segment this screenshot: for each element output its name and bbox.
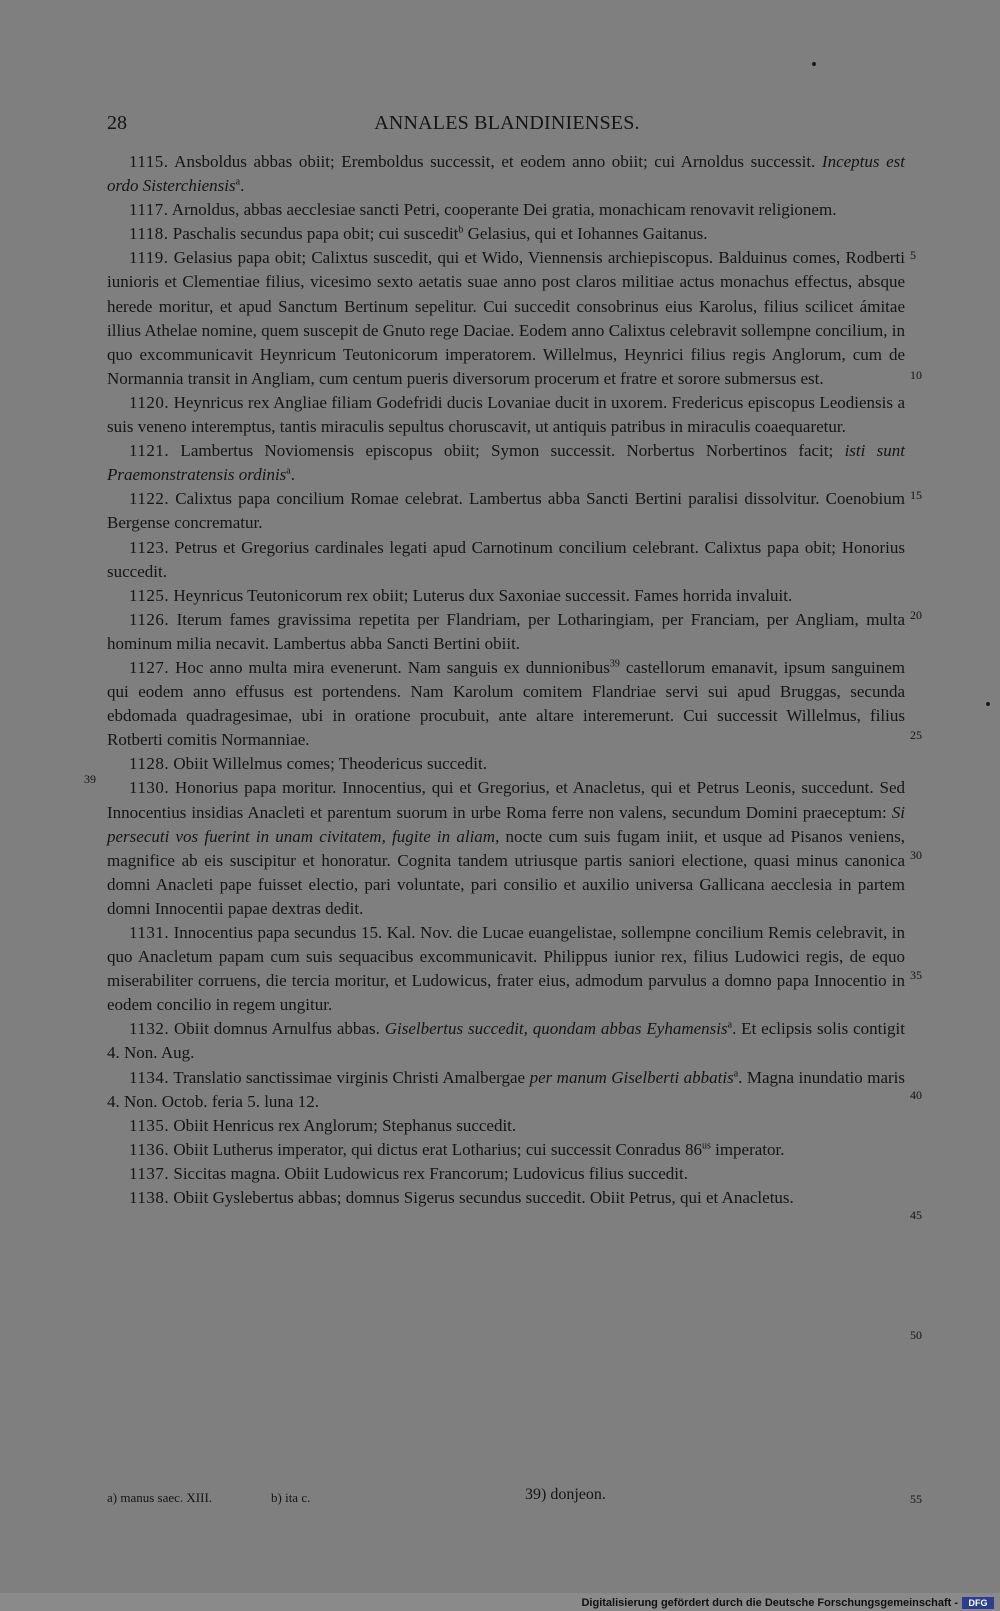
entry-year: 1126. [129,609,170,629]
entry-year: 1136. [129,1139,170,1159]
footnote-marker: a [235,176,241,188]
footnote-marker: us [701,1140,711,1152]
entry-text: . Et eclipsis solis contigit 4. Non. Aug. [107,1019,905,1063]
annal-entry [107,1066,905,1114]
dfg-logo: DFG [962,1597,994,1609]
entry-text: Paschalis secundus papa obit; cui suscedit [168,224,459,244]
annal-entry [107,1186,905,1210]
entry-text: Heynricus rex Angliae filiam Godefridi ducis Lovaniae ducit in uxorem. Fredericus episcopus Leodiensis a suis veneno interemptus, tantis miraculis sepultus choruscavit, ut antiquis patribus in miraculis coaequaretur. [107,392,905,437]
line-number: 40 [910,1088,922,1102]
scan-speck [812,62,816,66]
line-number: 25 [910,728,922,742]
entry-text: Obiit Willelmus comes; Theodericus succedit. [169,754,487,774]
annal-entry [107,608,905,656]
annal-entry [107,487,905,535]
entry-text: Gelasius papa obit; Calixtus suscedit, qui et Wido, Viennensis archiepiscopus. Balduinus comes, Rodberti iunioris et Clementiae filius, vicesimo sexto aetatis suae anno post claros militiae actus monachus effectus, absque herede moritur, et apud Sanctum Bertinum sepelitur. Cui succedit consobrinus eius Karolus, filius scilicet ámitae illius Athelae nomine, quem suscepit de Gnuto rege Daciae. Eodem anno Calixtus celebravit sollempne concilium, in quo excommunicavit Heynricum Teutonicorum imperatorem. Willelmus, Heynrici filius regis Anglorum, cum de Normannia transit in Angliam, cum centum pueris diversorum procerum et fratre et sorore submersus est. [107,248,905,388]
line-number: 20 [910,608,922,622]
annal-entry [107,222,905,246]
entry-year: 1130. [129,778,170,798]
entry-text: Petrus et Gregorius cardinales legati apud Carnotinum concilium celebrant. Calixtus papa obit; Honorius succedit. [107,537,905,581]
entry-text: Obiit Lutherus imperator, qui dictus erat Lotharius; cui successit Conradus 86 [169,1139,702,1159]
annal-entry [107,1162,905,1186]
entry-year: 1134. [129,1067,170,1087]
entry-year: 1120. [129,392,170,412]
entry-text: Ansboldus abbas obiit; Eremboldus successit, et eodem anno obiit; cui Arnoldus successit. [168,152,822,171]
page-number: 28 [107,112,127,134]
entry-year: 1127. [129,657,170,677]
entry-text: castellorum emanavit, ipsum sanguinem qui eodem anno effusus est portendens. Nam Karolum comitem Flandriae servi sui apud Bruggas, secunda ebdomada quadragesimae, ubi in oratione procubuit, ante altare interemerunt. Cui successit Willelmus, filius Rotberti comitis Normanniae. [107,657,905,750]
entry-year: 1119. [129,248,169,268]
running-header [107,112,907,142]
annal-entry [107,1017,905,1065]
entry-italic-text: Inceptus est ordo Sisterchiensis [107,152,905,196]
entry-text: Calixtus papa concilium Romae celebrat. Lambertus abba Sancti Bertini paralisi dissolvitur. Coenobium Bergense concrematur. [107,489,905,533]
annal-entry [107,391,905,439]
footnote-a: a) manus saec. XIII. [107,1490,213,1505]
entry-text: Siccitas magna. Obiit Ludowicus rex Francorum; Ludovicus filius succedit. [169,1163,688,1183]
entry-year: 1131. [129,923,170,942]
annal-entry [107,1138,905,1162]
entry-italic-text: isti sunt Praemonstratensis ordinis [107,441,906,485]
entry-text: Translatio sanctissimae virginis Christi Amalbergae [169,1067,530,1087]
entry-year: 1128. [129,754,170,774]
line-number: 5 [910,248,916,262]
entry-year: 1138. [129,1188,170,1208]
line-number: 35 [910,968,922,982]
line-number: 50 [910,1328,922,1342]
footnote-marker: a [286,465,291,477]
entry-year: 1135. [129,1115,170,1135]
entry-text: imperator. [710,1139,785,1159]
footnote-39: 39) donjeon. [525,1486,606,1503]
footnote-marker: a [733,1067,739,1079]
entry-italic-text: Giselbertus succedit, quondam abbas Eyhamensis [384,1019,728,1039]
footnote-b: b) ita c. [271,1490,311,1505]
annal-entry [107,150,905,198]
entry-text: Obiit Gyslebertus abbas; domnus Sigerus secundus succedit. Obiit Petrus, qui et Anacletus. [169,1188,794,1208]
entry-text: Honorius papa moritur. Innocentius, qui et Gregorius, et Anacletus, qui et Petrus Leonis, succedunt. Sed Innocentius insidias Anacleti et parentum suorum in urbe Roma ferre non valens, secundum Domini praeceptum: [107,778,905,822]
entry-text: Innocentius papa secundus 15. Kal. Nov. die Lucae euangelistae, sollempne concilium Remis celebravit, in quo Anacletum papam cum suis sequacibus excommunicavit. Philippus iunior rex, filius Ludowici regis, de equo miserabiliter corruens, die tercia moritur, et Ludowicus, frater eius, admodum parvulus a domno papa Innocentio in eodem concilio in regem ungitur. [107,923,905,1015]
page-title: ANNALES BLANDINIENSES. [374,112,640,134]
footnotes [107,1486,927,1510]
entry-year: 1122. [129,489,170,509]
entry-year: 1125. [129,585,170,605]
annal-entry [107,198,905,222]
entry-text: . [240,176,245,196]
annal-entry [107,776,905,921]
annal-entry [107,752,905,776]
entry-text: Obiit Henricus rex Anglorum; Stephanus succedit. [169,1115,517,1135]
annal-entry [107,584,905,608]
entry-year: 1132. [129,1019,170,1039]
annal-entry [107,921,905,1017]
footnote-marker: 39 [609,658,620,670]
line-number: 15 [910,488,922,502]
entry-text: Hoc anno multa mira evenerunt. Nam sanguis ex dunnionibus [169,657,610,677]
entry-text: . Magna inundatio maris 4. Non. Octob. feria 5. luna 12. [107,1067,905,1111]
entry-italic-text: per manum Giselberti abbatis [529,1067,734,1087]
annal-entry [107,439,905,487]
funding-notice: Digitalisierung gefördert durch die Deutsche Forschungsgemeinschaft - [581,1597,958,1609]
annal-entry [107,1114,905,1138]
entry-italic-text: Si persecuti vos fuerint in unam civitatem, fugite in aliam, [107,802,905,846]
entry-text: Lambertus Noviomensis episcopus obiit; Symon successit. Norbertus Norbertinos facit; [169,441,845,461]
line-number: 30 [910,848,922,862]
entry-text: . [290,465,295,485]
entry-year: 1121. [129,441,170,461]
entry-text: Gelasius, qui et Iohannes Gaitanus. [463,224,708,244]
footnote-marker: b [458,224,464,236]
line-number: 55 [910,1492,922,1506]
annal-entry [107,246,905,391]
line-number: 45 [910,1208,922,1222]
entry-text: Arnoldus, abbas aecclesiae sancti Petri, cooperante Dei gratia, monachicam renovavit religionem. [168,200,837,220]
entry-text: nocte cum suis fugam iniit, et usque ad Pisanos veniens, magnifice ab eis suscipitur et honoratur. Cognita tandem utriusque partis saniori electione, quasi minus canonica domni Anacleti pape fuisset electio, pari voluntate, pari consilio et auxilio universa Gallicana aecclesia in partem domni Innocentii papae dextras dedit. [107,826,905,918]
scan-speck [986,702,990,706]
footer-bar [0,1593,1000,1611]
annal-entry [107,536,905,584]
line-number: 10 [910,368,922,382]
footnote-marker: a [727,1019,733,1031]
entry-year: 1117. [129,200,169,220]
entry-year: 1118. [129,224,169,244]
entry-year: 1123. [129,537,170,557]
annal-entry [107,656,905,752]
entry-text: Obiit domnus Arnulfus abbas. [169,1019,385,1039]
entry-year: 1115. [129,152,169,171]
entry-text: Iterum fames gravissima repetita per Flandriam, per Lotharingiam, per Franciam, per Angliam, multa hominum milia necavit. Lambertus abba Sancti Bertini obiit. [107,609,905,653]
annals-text [107,150,905,1210]
entry-text: Heynricus Teutonicorum rex obiit; Luterus dux Saxoniae successit. Fames horrida invaluit. [169,585,793,605]
margin-note: 39 [84,772,96,786]
entry-year: 1137. [129,1163,170,1183]
